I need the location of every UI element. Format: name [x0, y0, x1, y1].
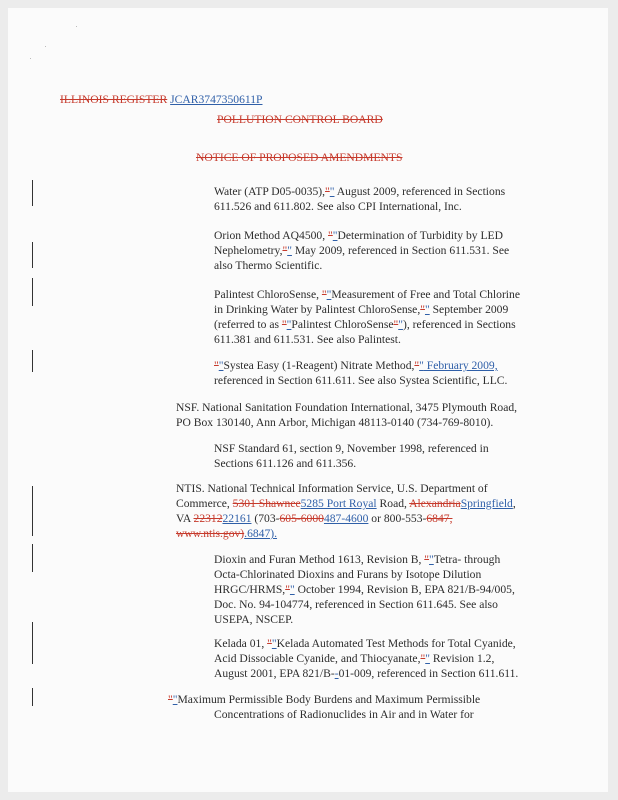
text-line: HRGC/HRMS,"" October 1994, Revision B, EPA 821/B-94/005,	[214, 583, 515, 596]
notice-title: NOTICE OF PROPOSED AMENDMENTS	[196, 151, 403, 164]
text-line: Commerce, 5301 Shawnee5285 Port Royal Road, AlexandriaSpringfield,	[176, 497, 516, 510]
change-bar	[32, 486, 33, 536]
text-line: Nephelometry,"" May 2009, referenced in Section 611.531. See	[214, 244, 510, 257]
text-line: August 2001, EPA 821/B--01-009, referenced in Section 611.611.	[214, 667, 519, 680]
change-bar	[32, 180, 33, 206]
text-line: NTIS. National Technical Information Service, U.S. Department of	[176, 482, 488, 495]
change-bar	[32, 688, 33, 706]
board-title: POLLUTION CONTROL BOARD	[217, 113, 383, 126]
scan-speck	[45, 46, 46, 47]
register-header: ILLINOIS REGISTER JCAR3747350611P	[60, 93, 263, 106]
text-line: Sections 611.126 and 611.356.	[214, 457, 357, 470]
text-line: 611.381 and 611.531. See also Palintest.	[214, 333, 401, 346]
change-bar	[32, 544, 33, 572]
text-line: in Drinking Water by Palintest ChloroSense,"" September 2009	[214, 303, 509, 316]
scan-speck	[76, 26, 77, 27]
change-bar	[32, 242, 33, 268]
text-line: Water (ATP D05-0035),"" August 2009, referenced in Sections	[214, 185, 506, 198]
text-line: PO Box 130140, Ann Arbor, Michigan 48113-0140 (734-769-8010).	[176, 416, 494, 429]
text-line: VA 2231222161 (703-605-6000487-4600 or 800-553-6847,	[176, 512, 453, 525]
change-bar	[32, 350, 33, 372]
text-line: Acid Dissociable Cyanide, and Thiocyanate,"" Revision 1.2,	[214, 652, 495, 665]
text-line: referenced in Section 611.611. See also Systea Scientific, LLC.	[214, 374, 508, 387]
text-line: NSF. National Sanitation Foundation International, 3475 Plymouth Road,	[176, 401, 518, 414]
text-line: Dioxin and Furan Method 1613, Revision B, ""Tetra- through	[214, 553, 501, 566]
text-line: ""Maximum Permissible Body Burdens and Maximum Permissible	[168, 693, 481, 706]
text-line: (referred to as ""Palintest ChloroSense""), referenced in Sections	[214, 318, 516, 331]
text-line: also Thermo Scientific.	[214, 259, 323, 272]
change-bar	[32, 278, 33, 306]
document-page	[8, 8, 608, 792]
text-line: ""Systea Easy (1-Reagent) Nitrate Method,"" February 2009,	[214, 359, 498, 372]
change-bar	[32, 622, 33, 664]
scan-speck	[30, 58, 31, 59]
text-line: Concentrations of Radionuclides in Air and in Water for	[214, 708, 474, 721]
text-line: Kelada 01, ""Kelada Automated Test Methods for Total Cyanide,	[214, 637, 516, 650]
text-line: Doc. No. 94-104774, referenced in Section 611.645. See also	[214, 598, 498, 611]
text-line: USEPA, NSCEP.	[214, 613, 294, 626]
text-line: 611.526 and 611.802. See also CPI International, Inc.	[214, 200, 462, 213]
text-line: Octa-Chlorinated Dioxins and Furans by Isotope Dilution	[214, 568, 482, 581]
text-line: Palintest ChloroSense, ""Measurement of Free and Total Chlorine	[214, 288, 520, 301]
text-line: NSF Standard 61, section 9, November 1998, referenced in	[214, 442, 489, 455]
text-line: Orion Method AQ4500, ""Determination of Turbidity by LED	[214, 229, 504, 242]
text-line: www.ntis.gov).6847).	[176, 527, 278, 540]
